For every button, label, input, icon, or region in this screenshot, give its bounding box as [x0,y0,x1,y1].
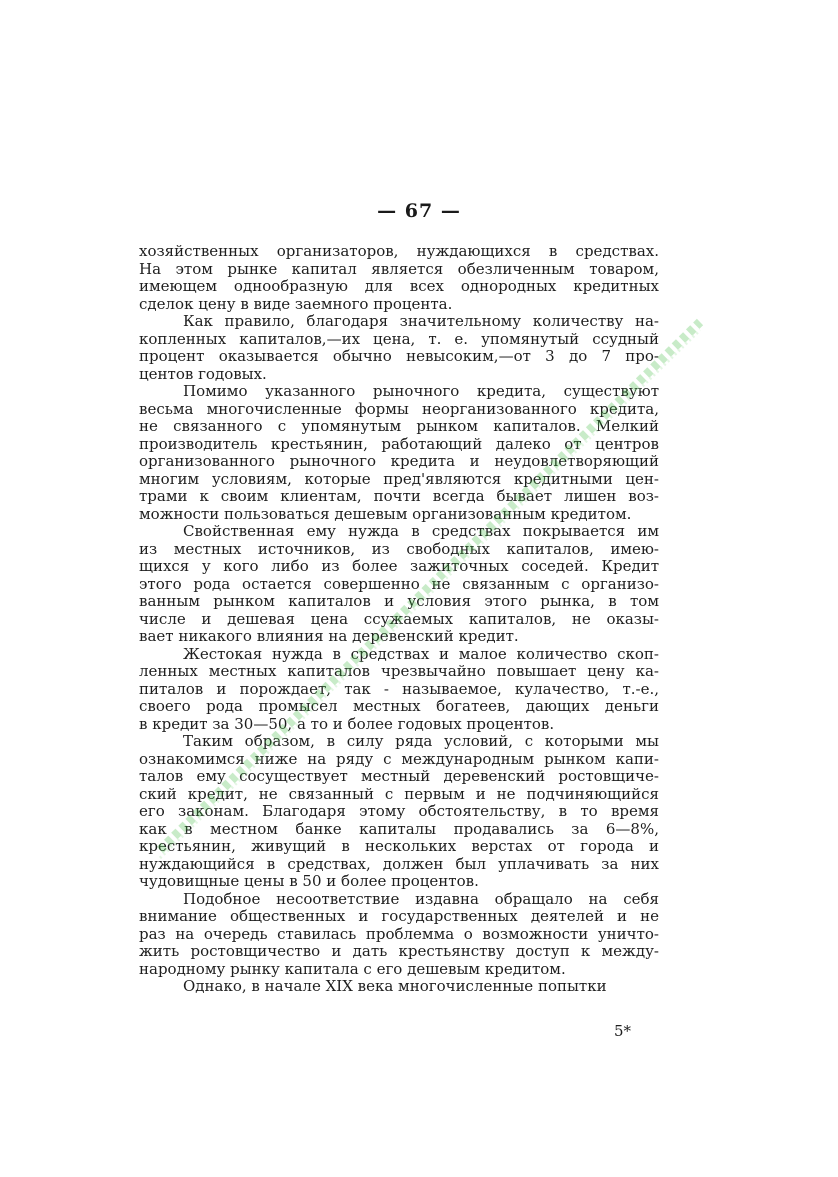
text-line: чудовищные цены в 50 и более процентов. [139,872,479,890]
text-line: питалов и порождает, так - называемое, кулачество, т.-е., [139,679,659,698]
paragraph [139,383,659,523]
text-line: жить ростовщичество и дать крестьянству доступ к между- [139,942,659,960]
text-line: многим условиям, которые пред'являются кредитными цен- [139,469,659,488]
text-line: имеющем однообразную для всех однородных кредитных [139,277,659,295]
signature-mark: 5* [614,1022,632,1040]
paragraph [139,646,659,734]
text-line: весьма многочисленные формы неорганизованного кредита, [139,399,659,418]
text-line: Помимо указанного рыночного кредита, существуют [183,382,659,400]
text-line: талов ему сосуществует местный деревенский ростовщиче- [139,767,659,785]
text-line: числе и дешевая цена ссужаемых капиталов, не оказы- [139,609,659,628]
text-line: этого рода остается совершенно не связанным с организо- [139,574,659,593]
text-line: центов годовых. [139,364,267,383]
paragraph [139,313,659,383]
text-line: процент оказывается обычно невысоким,—от 3 до 7 про- [139,347,659,365]
text-line: сделок цену в виде заемного процента. [139,294,453,313]
paragraph [139,733,659,891]
text-line: Подобное несоответствие издавна обращало на себя [183,889,659,908]
text-line: вает никакого влияния на деревенский кредит. [139,627,519,645]
text-line: ознакомимся ниже на ряду с международным рынком капи- [139,749,659,768]
text-line: ский кредит, не связанный с первым и не подчиняющийся [139,784,659,803]
text-line: Свойственная ему нужда в средствах покрывается им [183,522,659,540]
body-text [139,243,659,996]
text-line: раз на очередь ставилась проблемма о возможности уничто- [139,924,659,943]
text-line: На этом рынке капитал является обезличенным товаром, [139,259,659,278]
text-line: копленных капиталов,—их цена, т. е. упомянутый ссудный [139,329,659,348]
text-line: ванным рынком капиталов и условия этого рынка, в том [139,592,659,610]
text-line: не связанного с упомянутым рынком капиталов. Мелкий [139,417,659,435]
page-number: — 67 — [377,200,461,222]
text-line: как в местном банке капиталы продавались за 6—8%, [139,819,659,838]
text-line: своего рода промысел местных богатеев, дающих деньги [139,697,659,715]
text-line: Как правило, благодаря значительному количеству на- [183,312,659,330]
text-line: щихся у кого либо из более зажиточных соседей. Кредит [139,557,659,575]
text-line: хозяйственных организаторов, нуждающихся в средствах. [139,242,659,260]
text-line: народному рынку капитала с его дешевым кредитом. [139,959,566,978]
text-line: крестьянин, живущий в нескольких верстах от города и [139,837,659,855]
paragraph [139,891,659,979]
text-line: нуждающийся в средствах, должен был уплачивать за них [139,854,659,873]
text-line: производитель крестьянин, работающий далеко от центров [139,434,659,453]
text-line: организованного рыночного кредита и неудовлетворяющий [139,452,659,470]
text-line: внимание общественных и государственных деятелей и не [139,907,659,925]
text-line: Жестокая нужда в средствах и малое количество скоп- [183,644,659,663]
text-line: Однако, в начале XIX века многочисленные попытки [183,977,607,995]
text-line: трами к своим клиентам, почти всегда бывает лишен воз- [139,487,659,505]
paragraph [139,523,659,646]
paragraph [139,243,659,313]
text-line: его законам. Благодаря этому обстоятельству, в то время [139,802,659,820]
text-line: ленных местных капиталов чрезвычайно повышает цену ка- [139,662,659,680]
paragraph [139,978,659,996]
text-line: в кредит за 30—50, а то и более годовых процентов. [139,714,555,733]
text-line: можности пользоваться дешевым организованным кредитом. [139,504,632,523]
text-line: Таким образом, в силу ряда условий, с которыми мы [183,732,659,750]
text-line: из местных источников, из свободных капиталов, имею- [139,539,659,558]
